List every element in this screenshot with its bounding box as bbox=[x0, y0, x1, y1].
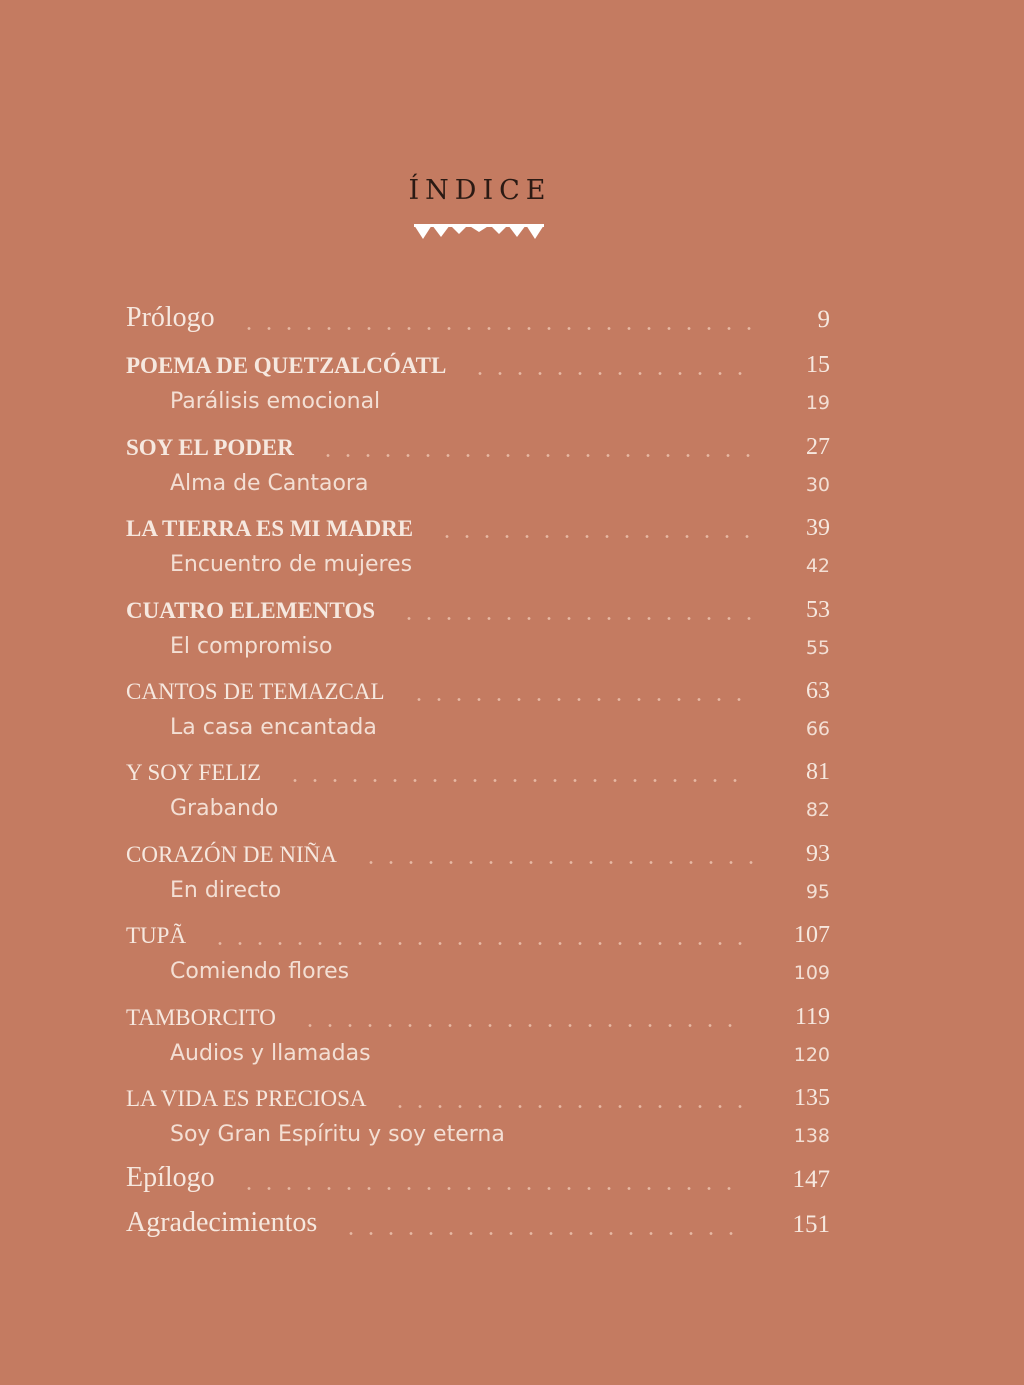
toc-entry-page: 15 bbox=[806, 352, 830, 378]
toc-entry-title: CANTOS DE TEMAZCAL bbox=[126, 679, 385, 704]
toc-entry-page: 30 bbox=[805, 474, 830, 496]
toc-entry-title: El compromiso bbox=[170, 634, 333, 659]
dot-leader bbox=[239, 327, 765, 330]
toc-entry-page: 120 bbox=[793, 1044, 830, 1066]
toc-entry-subsection[interactable] bbox=[126, 1113, 830, 1149]
toc-entry-subsection[interactable] bbox=[126, 380, 830, 416]
toc-entry-title: SOY EL PODER bbox=[126, 435, 294, 460]
toc-entry-chapter[interactable] bbox=[126, 427, 830, 463]
toc-entry-page: 95 bbox=[805, 881, 830, 903]
toc-entry-page: 39 bbox=[806, 515, 830, 541]
toc-entry-page: 53 bbox=[806, 597, 830, 623]
toc-entry-subsection[interactable] bbox=[126, 706, 830, 742]
toc-entry-title: Prólogo bbox=[126, 302, 215, 333]
toc-entry-page: 119 bbox=[794, 1004, 830, 1030]
toc-entry-page: 55 bbox=[805, 637, 830, 659]
toc-entry-chapter[interactable] bbox=[126, 997, 830, 1033]
toc-entry-title: Comiendo flores bbox=[170, 959, 350, 984]
dot-leader bbox=[470, 372, 756, 375]
page-title: ÍNDICE bbox=[408, 175, 552, 206]
toc-entry-title: Parálisis emocional bbox=[170, 389, 381, 414]
toc-entry-subsection[interactable] bbox=[126, 1032, 830, 1068]
toc-entry-page: 109 bbox=[793, 962, 830, 984]
toc-entry-prologo[interactable] bbox=[126, 300, 830, 336]
toc-entry-title: POEMA DE QUETZALCÓATL bbox=[126, 353, 447, 378]
toc-entry-subsection[interactable] bbox=[126, 787, 830, 823]
dot-leader bbox=[399, 617, 765, 620]
toc-entry-title: Agradecimientos bbox=[126, 1207, 318, 1238]
toc-entry-page: 107 bbox=[794, 922, 830, 948]
toc-entry-agradecimientos[interactable] bbox=[126, 1205, 830, 1241]
toc-entry-chapter[interactable] bbox=[126, 508, 830, 544]
toc-entry-chapter[interactable] bbox=[126, 590, 830, 626]
toc-entry-page: 9 bbox=[817, 306, 830, 333]
toc-entry-subsection[interactable] bbox=[126, 462, 830, 498]
toc-entry-page: 42 bbox=[805, 555, 830, 577]
toc-entry-subsection[interactable] bbox=[126, 625, 830, 661]
dot-leader bbox=[285, 779, 751, 782]
toc-entry-title: En directo bbox=[170, 878, 282, 903]
toc-entry-page: 81 bbox=[806, 759, 830, 785]
toc-entry-page: 138 bbox=[793, 1125, 830, 1147]
toc-entry-page: 147 bbox=[792, 1166, 830, 1193]
toc-entry-page: 27 bbox=[806, 434, 830, 460]
toc-entry-page: 135 bbox=[794, 1085, 830, 1111]
toc-entry-page: 93 bbox=[806, 841, 830, 867]
toc-entry-title: CUATRO ELEMENTOS bbox=[126, 598, 376, 623]
dot-leader bbox=[409, 698, 755, 701]
toc-entry-title: Y SOY FELIZ bbox=[126, 760, 262, 785]
toc-entry-page: 19 bbox=[805, 392, 830, 414]
toc-entry-chapter[interactable] bbox=[126, 915, 830, 951]
toc-entry-page: 63 bbox=[806, 678, 830, 704]
toc-entry-chapter[interactable] bbox=[126, 345, 830, 381]
toc-entry-page: 66 bbox=[805, 718, 830, 740]
dot-leader bbox=[341, 1232, 747, 1235]
dot-leader bbox=[390, 1105, 756, 1108]
toc-entry-title: TUPÃ bbox=[126, 923, 187, 948]
toc-entry-page: 82 bbox=[805, 799, 830, 821]
toc-entry-title: Grabando bbox=[170, 796, 279, 821]
toc-entry-title: LA TIERRA ES MI MADRE bbox=[126, 516, 414, 541]
toc-entry-title: Audios y llamadas bbox=[170, 1041, 371, 1066]
toc-entry-chapter[interactable] bbox=[126, 752, 830, 788]
toc-entry-title: Alma de Cantaora bbox=[170, 471, 369, 496]
toc-entry-title: Encuentro de mujeres bbox=[170, 552, 413, 577]
dot-leader bbox=[239, 1187, 745, 1190]
toc-entry-title: Soy Gran Espíritu y soy eterna bbox=[170, 1122, 505, 1147]
dot-leader bbox=[361, 861, 767, 864]
toc-entry-subsection[interactable] bbox=[126, 543, 830, 579]
toc-entry-subsection[interactable] bbox=[126, 869, 830, 905]
toc-entry-chapter[interactable] bbox=[126, 1078, 830, 1114]
dot-leader bbox=[318, 454, 764, 457]
toc-entry-title: CORAZÓN DE NIÑA bbox=[126, 842, 337, 867]
toc-entry-chapter[interactable] bbox=[126, 834, 830, 870]
dot-leader bbox=[210, 942, 756, 945]
dot-leader bbox=[300, 1024, 746, 1027]
toc-entry-chapter[interactable] bbox=[126, 671, 830, 707]
toc-entry-epilogo[interactable] bbox=[126, 1160, 830, 1196]
toc-entry-page: 151 bbox=[792, 1211, 830, 1238]
dot-leader bbox=[437, 535, 763, 538]
toc-entry-subsection[interactable] bbox=[126, 950, 830, 986]
toc-entry-title: LA VIDA ES PRECIOSA bbox=[126, 1086, 367, 1111]
toc-entry-title: Epílogo bbox=[126, 1162, 215, 1193]
triangle-ornament-icon bbox=[414, 222, 544, 242]
toc-entry-title: La casa encantada bbox=[170, 715, 377, 740]
toc-entry-title: TAMBORCITO bbox=[126, 1005, 276, 1030]
